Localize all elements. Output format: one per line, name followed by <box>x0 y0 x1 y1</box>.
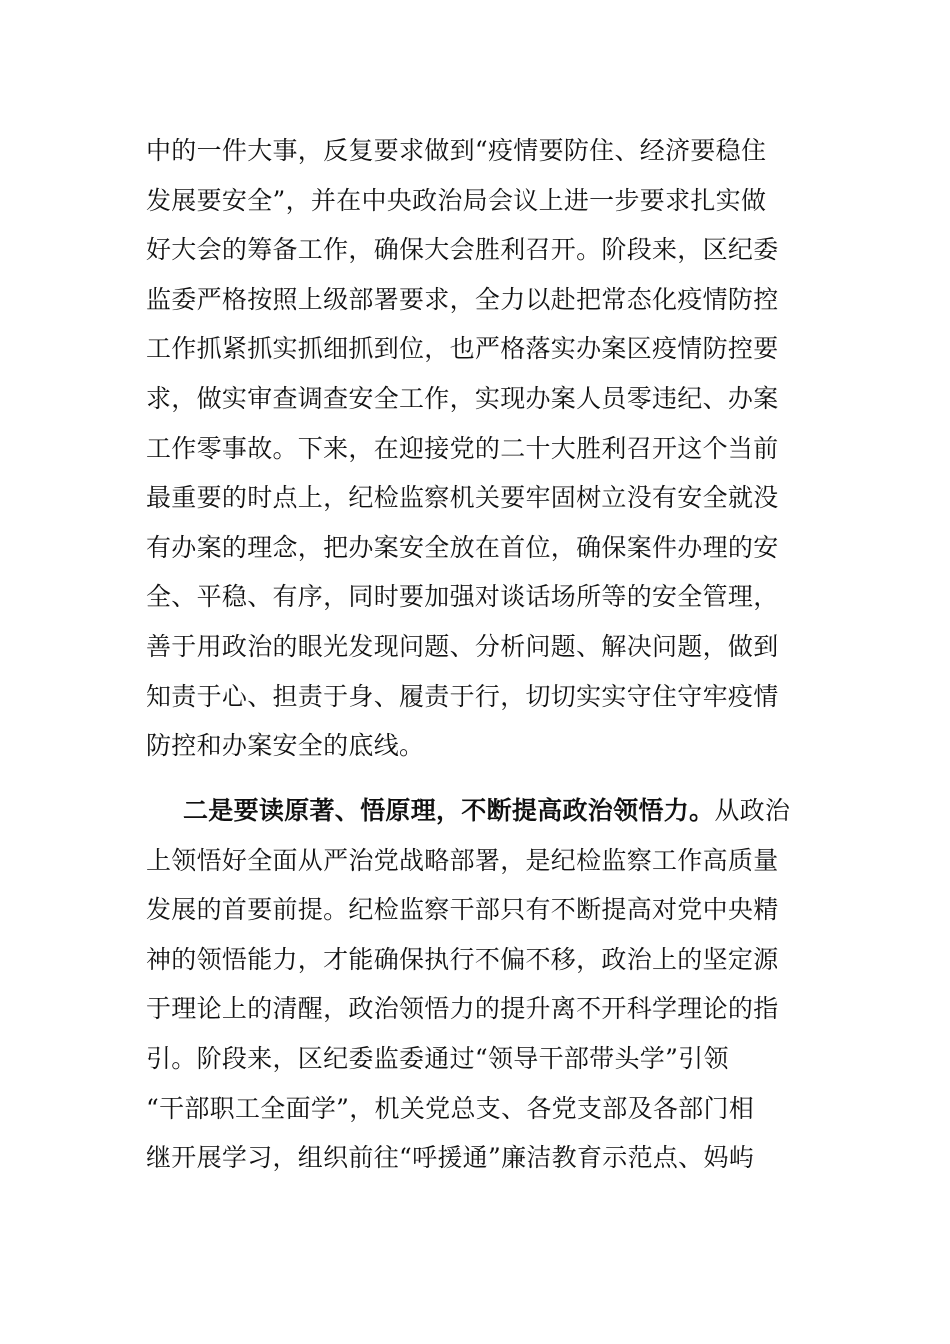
paragraph-2-line: “干部职工全面学”，机关党总支、各党支部及各部门相 <box>146 1093 755 1123</box>
paragraph-1-line: 工作零事故。下来，在迎接党的二十大胜利召开这个当前 <box>146 433 779 463</box>
paragraph-2-line: 于理论上的清醒，政治领悟力的提升离不开科学理论的指 <box>146 994 779 1024</box>
paragraph-1-line: 有办案的理念，把办案安全放在首位，确保案件办理的安 <box>146 532 779 562</box>
paragraph-1-line: 防控和办案安全的底线。 <box>146 731 425 761</box>
paragraph-1-line: 发展要安全”，并在中央政治局会议上进一步要求扎实做 <box>146 185 767 215</box>
paragraph-2-line: 上领悟好全面从严治党战略部署，是纪检监察工作高质量 <box>146 845 779 875</box>
paragraph-2-first-line-rest: 从政治 <box>714 796 791 825</box>
paragraph-1-line: 知责于心、担责于身、履责于行，切切实实守住守牢疫情 <box>146 681 779 711</box>
paragraph-2 <box>146 786 808 1183</box>
paragraph-1-line: 中的一件大事，反复要求做到“疫情要防住、经济要稳住 <box>146 136 767 165</box>
paragraph-1-line: 好大会的筹备工作，确保大会胜利召开。阶段来，区纪委 <box>146 235 779 265</box>
paragraph-2-first-line <box>146 786 808 836</box>
paragraph-1-line: 善于用政治的眼光发现问题、分析问题、解决问题，做到 <box>146 631 779 661</box>
paragraph-2-line: 继开展学习，组织前往“呼援通”廉洁教育示范点、妈屿 <box>146 1143 755 1173</box>
paragraph-1-line: 工作抓紧抓实抓细抓到位，也严格落实办案区疫情防控要 <box>146 334 779 364</box>
paragraph-1 <box>146 126 808 771</box>
paragraph-1-line: 最重要的时点上，纪检监察机关要牢固树立没有安全就没 <box>146 483 779 513</box>
paragraph-2-line: 神的领悟能力，才能确保执行不偏不移，政治上的坚定源 <box>146 944 779 974</box>
paragraph-1-line: 求，做实审查调查安全工作，实现办案人员零违纪、办案 <box>146 383 779 413</box>
paragraph-1-line: 全、平稳、有序，同时要加强对谈话场所等的安全管理， <box>146 582 779 612</box>
paragraph-2-line: 引。阶段来，区纪委监委通过“领导干部带头学”引领 <box>146 1043 729 1073</box>
paragraph-2-heading: 二是要读原著、悟原理，不断提高政治领悟力。 <box>183 796 715 825</box>
paragraph-2-line: 发展的首要前提。纪检监察干部只有不断提高对党中央精 <box>146 895 779 925</box>
paragraph-1-line: 监委严格按照上级部署要求，全力以赴把常态化疫情防控 <box>146 284 779 314</box>
